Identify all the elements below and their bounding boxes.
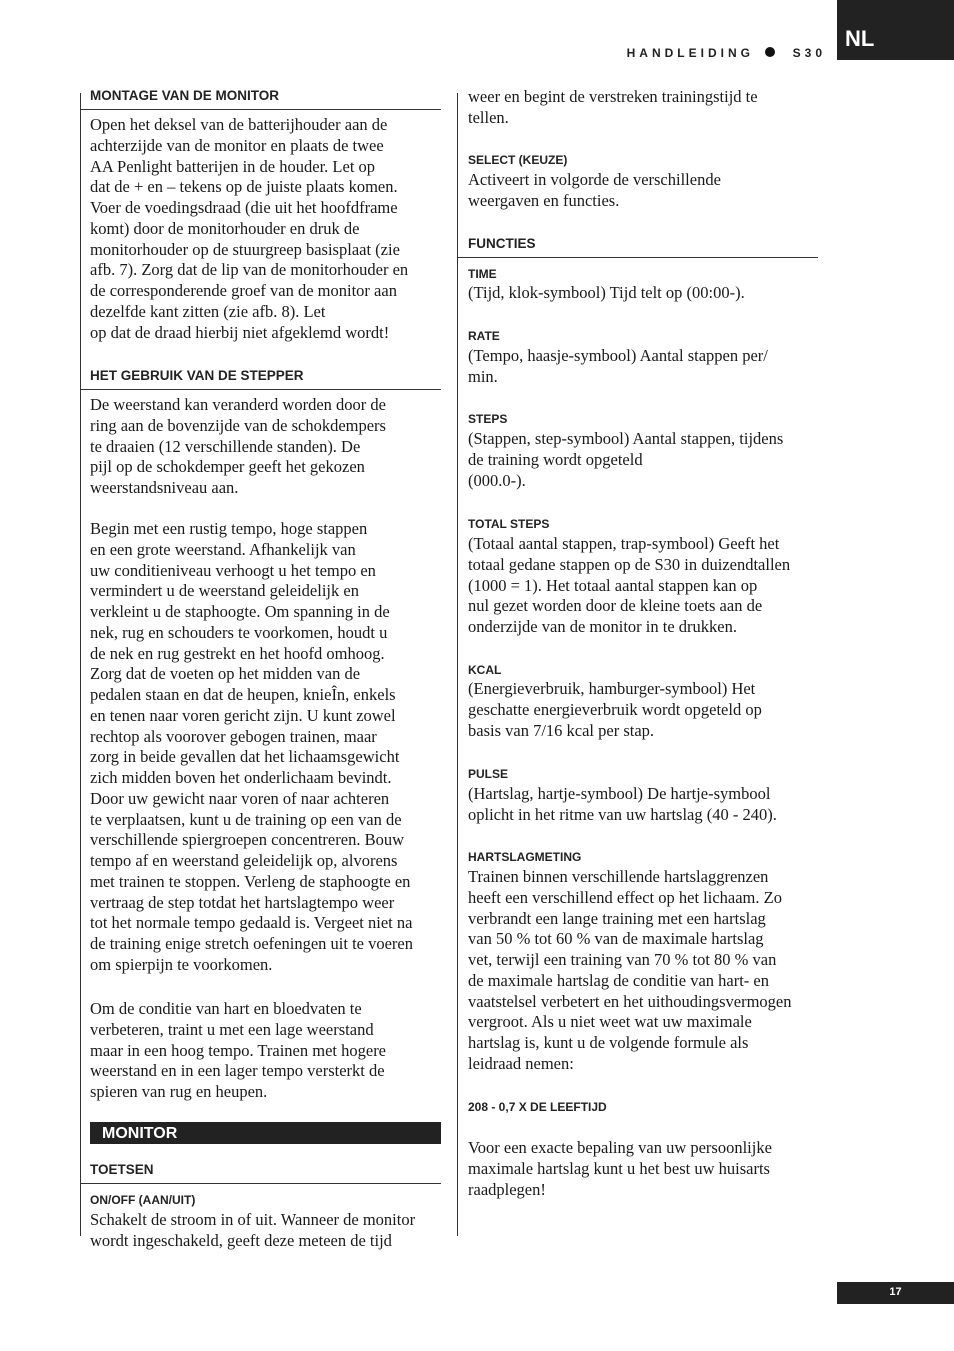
subheading-hartslagmeting: HARTSLAGMETING: [468, 850, 582, 864]
manual-title: HANDLEIDING: [626, 46, 754, 60]
text-line: oplicht in het ritme van uw hartslag (40 - 240).: [468, 804, 777, 824]
formula-heading: 208 - 0,7 X DE LEEFTIJD: [468, 1100, 607, 1114]
running-header: [627, 46, 826, 60]
subheading-time: TIME: [468, 267, 497, 281]
text-line: weer en begint de verstreken trainingstijd te: [468, 87, 758, 106]
text-line: de training wordt opgeteld: [468, 449, 643, 469]
subheading-total-steps: TOTAL STEPS: [468, 517, 550, 531]
text-line: basis van 7/16 kcal per stap.: [468, 720, 655, 740]
model-name: S30: [792, 46, 826, 60]
paragraph-gebruik-3: [90, 999, 441, 1103]
text-line: weerstandsniveau aan.: [90, 478, 239, 497]
paragraph-montage: [90, 115, 441, 343]
paragraph-onoff-continued: [468, 87, 818, 129]
section-heading-functies: FUNCTIES: [458, 236, 818, 258]
text-line: Activeert in volgorde de verschillende: [468, 170, 721, 189]
text-line: weergaven en functies.: [468, 190, 620, 210]
subheading-kcal: KCAL: [468, 663, 502, 677]
language-tab: [837, 0, 954, 60]
section-heading-toetsen: TOETSEN: [80, 1162, 441, 1184]
text-line: verkleint u de staphoogte. Om spanning in de: [90, 602, 390, 621]
text-line: leidraad nemen:: [468, 1053, 574, 1073]
text-line: de training enige stretch oefeningen uit te voeren: [90, 934, 413, 953]
subheading-pulse: PULSE: [468, 767, 509, 781]
text-line: met trainen te stoppen. Verleng de staphoogte en: [90, 871, 411, 891]
section-heading-montage: MONTAGE VAN DE MONITOR: [80, 88, 441, 110]
text-line: de maximale hartslag de conditie van hart- en: [468, 970, 770, 990]
language-code: NL: [845, 26, 875, 51]
text-line: min.: [468, 366, 498, 386]
text-line: (Totaal aantal stappen, trap-symbool) Geeft het: [468, 534, 780, 553]
text-line: onderzijde van de monitor in te drukken.: [468, 617, 737, 636]
paragraph-hartslagmeting: [468, 867, 818, 1075]
text-line: weerstand en in een lager tempo versterkt de: [90, 1061, 385, 1081]
text-line: (Tijd, klok-symbool) Tijd telt op (00:00-).: [468, 283, 745, 302]
text-line: van 50 % tot 60 % van de maximale hartslag: [468, 929, 764, 949]
text-line: raadplegen!: [468, 1179, 546, 1199]
text-line: uw conditieniveau verhoogt u het tempo en: [90, 560, 376, 580]
text-line: hartslag is, kunt u de volgende formule als: [468, 1033, 749, 1052]
bullet-dot-icon: [765, 47, 775, 57]
paragraph-gebruik-2: [90, 519, 441, 976]
text-line: Zorg dat de voeten op het midden van de: [90, 664, 361, 684]
paragraph-pulse: [468, 784, 818, 826]
text-line: Voor een exacte bepaling van uw persoonlijke: [468, 1138, 772, 1157]
text-line: en tenen naar voren gericht zijn. U kunt zowel: [90, 705, 396, 725]
text-line: nul gezet worden door de kleine toets aan de: [468, 596, 763, 616]
text-line: (000.0-).: [468, 470, 526, 490]
text-line: (Hartslag, hartje-symbool) De hartje-symbool: [468, 784, 771, 803]
text-line: de nek en rug gestrekt en het hoofd omhoog.: [90, 643, 385, 663]
subheading-rate: RATE: [468, 329, 500, 343]
text-line: dat de + en – tekens op de juiste plaats komen.: [90, 177, 398, 197]
paragraph-onoff: [90, 1210, 441, 1252]
text-line: maximale hartslag kunt u het best uw huisarts: [468, 1158, 770, 1178]
text-line: verbrandt een lange training met een hartslag: [468, 908, 766, 928]
paragraph-total-steps: [468, 534, 818, 638]
text-line: nek, rug en schouders te voorkomen, houdt u: [90, 622, 388, 642]
text-line: zich midden boven het onderlichaam bevindt.: [90, 768, 392, 787]
text-line: Open het deksel van de batterijhouder aan de: [90, 115, 388, 134]
paragraph-gebruik-1: [90, 395, 441, 499]
page-number: 17: [837, 1282, 954, 1304]
paragraph-select: [468, 170, 818, 212]
text-line: Om de conditie van hart en bloedvaten te: [90, 999, 362, 1018]
column-rule-right: [457, 93, 458, 1236]
text-line: om spierpijn te voorkomen.: [90, 954, 273, 974]
text-line: tempo af en weerstand geleidelijk op, alvorens: [90, 851, 398, 870]
text-line: vertraag de step totdat het hartslagtempo weer: [90, 892, 395, 912]
text-line: vet, terwijl een training van 70 % tot 80 % van: [468, 950, 777, 969]
text-line: vermindert u de weerstand geleidelijk en: [90, 581, 359, 601]
subheading-select: SELECT (KEUZE): [468, 153, 568, 167]
section-heading-gebruik: HET GEBRUIK VAN DE STEPPER: [80, 368, 441, 390]
text-line: verschillende spiergroepen concentreren. Bouw: [90, 830, 404, 850]
text-line: rechtop als voorover gebogen trainen, maar: [90, 726, 377, 746]
paragraph-steps: [468, 429, 818, 491]
text-line: spieren van rug en heupen.: [90, 1082, 268, 1101]
text-line: Begin met een rustig tempo, hoge stappen: [90, 519, 368, 538]
text-line: dezelfde kant zitten (zie afb. 8). Let: [90, 301, 326, 321]
paragraph-kcal: [468, 679, 818, 741]
text-line: pijl op de schokdemper geeft het gekozen: [90, 457, 365, 477]
text-line: AA Penlight batterijen in de houder. Let op: [90, 156, 376, 176]
text-line: Schakelt de stroom in of uit. Wanneer de monitor: [90, 1210, 416, 1229]
subheading-steps: STEPS: [468, 412, 508, 426]
text-line: (Tempo, haasje-symbool) Aantal stappen per/: [468, 346, 768, 365]
paragraph-rate: [468, 346, 818, 388]
text-line: tellen.: [468, 107, 509, 127]
text-line: maar in een hoog tempo. Trainen met hogere: [90, 1040, 387, 1060]
text-line: ring aan de bovenzijde van de schokdempers: [90, 415, 386, 435]
text-line: (Energieverbruik, hamburger-symbool) Het: [468, 679, 756, 698]
text-line: totaal gedane stappen op de S30 in duizendtallen: [468, 554, 791, 574]
text-line: verbeteren, traint u met een lage weerstand: [90, 1019, 374, 1039]
text-line: geschatte energieverbruik wordt opgeteld op: [468, 699, 762, 719]
text-line: wordt ingeschakeld, geeft deze meteen de tijd: [90, 1230, 392, 1250]
text-line: te draaien (12 verschillende standen). De: [90, 436, 361, 456]
text-line: komt) door de monitorhouder en druk de: [90, 218, 360, 238]
text-line: de corresponderende groef van de monitor aan: [90, 281, 397, 300]
text-line: Door uw gewicht naar voren of naar achteren: [90, 788, 390, 808]
text-line: Voer de voedingsdraad (die uit het hoofdframe: [90, 198, 398, 217]
monitor-section-band: MONITOR: [90, 1122, 441, 1144]
text-line: monitorhouder op de stuurgreep basisplaat (zie: [90, 239, 400, 259]
text-line: heeft een verschillend effect op het lichaam. Zo: [468, 887, 782, 907]
text-line: te verplaatsen, kunt u de training op een van de: [90, 809, 402, 829]
text-line: vergroot. Als u niet weet wat uw maximale: [468, 1012, 752, 1032]
text-line: Trainen binnen verschillende hartslaggrenzen: [468, 867, 769, 886]
text-line: en een grote weerstand. Afhankelijk van: [90, 539, 356, 559]
paragraph-huisarts: [468, 1138, 818, 1200]
subheading-onoff: ON/OFF (AAN/UIT): [90, 1193, 196, 1207]
text-line: tot het normale tempo gedaald is. Vergeet niet na: [90, 913, 413, 933]
text-line: achterzijde van de monitor en plaats de twee: [90, 135, 384, 155]
text-line: afb. 7). Zorg dat de lip van de monitorhouder en: [90, 260, 409, 280]
text-line: (1000 = 1). Het totaal aantal stappen kan op: [468, 575, 758, 595]
text-line: pedalen staan en dat de heupen, knieÎn, enkels: [90, 685, 396, 704]
text-line: zorg in beide gevallen dat het lichaamsgewicht: [90, 747, 400, 767]
column-rule-left: [80, 93, 81, 1236]
text-line: op dat de draad hierbij niet afgeklemd wordt!: [90, 322, 390, 342]
paragraph-time: [468, 283, 818, 304]
text-line: (Stappen, step-symbool) Aantal stappen, tijdens: [468, 429, 784, 448]
text-line: vaatstelsel verbetert en het uithoudingsvermogen: [468, 991, 792, 1011]
text-line: De weerstand kan veranderd worden door de: [90, 395, 386, 414]
